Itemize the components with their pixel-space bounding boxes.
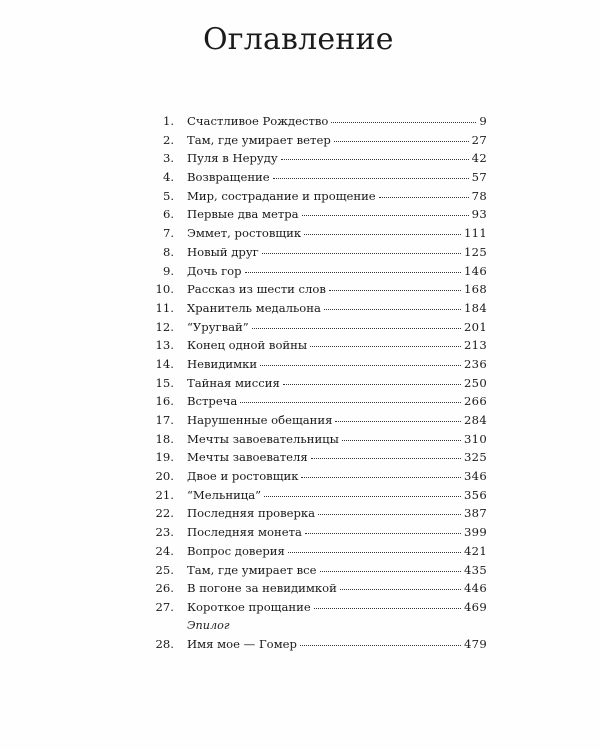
toc-entry[interactable] [0,448,600,467]
toc-entry[interactable] [0,243,600,262]
toc-entry[interactable] [0,318,600,337]
chapter-line [187,224,487,243]
toc-entry[interactable] [0,280,600,299]
chapter-number: 17. [155,413,174,427]
chapter-title: “Уругвай” [187,319,249,334]
dot-leader [281,159,469,160]
dot-leader [252,328,461,329]
chapter-line [187,430,487,449]
toc-entry[interactable] [0,392,600,411]
dot-leader [245,272,461,273]
dot-leader [329,290,461,291]
chapter-title: Первые два метра [187,207,299,222]
page-number: 125 [463,244,487,259]
chapter-line [187,467,487,486]
dot-leader [311,458,461,459]
toc-entry[interactable] [0,336,600,355]
chapter-line [187,635,487,654]
toc-entry[interactable] [0,149,600,168]
toc-entry[interactable] [0,598,600,617]
page-number: 27 [471,132,487,147]
page-number: 9 [479,114,487,128]
chapter-number: 16. [155,394,174,409]
page-number: 356 [463,487,487,502]
chapter-title: Дочь гор [187,263,242,278]
chapter-number: 19. [155,450,174,465]
chapter-line [187,131,487,150]
toc-entry[interactable] [0,523,600,542]
chapter-title: Хранитель медальона [187,300,321,315]
chapter-line [187,168,487,187]
toc-entry[interactable] [0,205,600,224]
toc-entry[interactable] [0,635,600,654]
chapter-line [187,187,487,206]
chapter-line [187,579,487,598]
page-number: 346 [463,469,487,484]
page-number: 387 [463,506,487,521]
toc-entry[interactable] [0,561,600,580]
page-title: Оглавление [203,22,394,57]
chapter-title: Последняя монета [187,525,302,540]
page-number: 284 [463,413,487,427]
chapter-number: 3. [162,151,174,166]
dot-leader [314,608,461,609]
chapter-number: 23. [155,525,174,540]
dot-leader [310,346,461,347]
dot-leader [288,552,461,553]
chapter-number: 20. [155,469,174,484]
chapter-number: 10. [155,282,174,297]
chapter-title: Счастливое Рождество [187,114,329,128]
chapter-line [187,243,487,262]
page-number: 111 [463,226,487,241]
chapter-number: 15. [155,375,174,390]
page-number: 213 [463,338,487,353]
chapter-line [187,205,487,224]
chapter-number: 27. [155,599,174,614]
chapter-title: В погоне за невидимкой [187,581,337,596]
dot-leader [335,421,461,422]
chapter-line [187,411,487,430]
chapter-number: 18. [155,431,174,446]
dot-leader [334,141,469,142]
chapter-number: 1. [162,114,174,128]
chapter-line [187,523,487,542]
page-number: 168 [463,282,487,297]
dot-leader [262,253,461,254]
chapter-title: “Мельница” [187,487,262,502]
chapter-number: 28. [155,637,174,652]
toc-entry[interactable] [0,374,600,393]
chapter-title: Рассказ из шести слов [187,282,326,297]
dot-leader [302,215,469,216]
chapter-title: Возвращение [187,170,270,185]
toc-entry[interactable] [0,355,600,374]
toc-entry[interactable] [0,224,600,243]
dot-leader [273,178,469,179]
chapter-number: 9. [162,263,174,278]
page-number: 184 [463,300,487,315]
dot-leader [305,533,461,534]
toc-entry[interactable] [0,542,600,561]
dot-leader [379,197,469,198]
page-number: 57 [471,170,487,185]
chapter-line [187,504,487,523]
page-number: 479 [463,637,487,652]
chapter-number: 26. [155,581,174,596]
toc-entry[interactable] [0,579,600,598]
page-number: 310 [463,431,487,446]
chapter-title: Эммет, ростовщик [187,226,302,241]
dot-leader [340,589,461,590]
page-number: 93 [471,207,487,222]
chapter-number: 24. [155,543,174,558]
toc-entry[interactable] [0,486,600,505]
page-number: 250 [463,375,487,390]
page-number: 469 [463,599,487,614]
chapter-title: Пуля в Неруду [187,151,278,166]
chapter-title: Мир, сострадание и прощение [187,188,376,203]
chapter-line [187,112,487,131]
dot-leader [304,234,461,235]
chapter-number: 21. [155,487,174,502]
page-number: 78 [471,188,487,203]
chapter-line [187,598,487,617]
chapter-line [187,542,487,561]
dot-leader [301,477,461,478]
page-number: 399 [463,525,487,540]
chapter-line [187,392,487,411]
toc-entry[interactable] [0,187,600,206]
chapter-line [187,355,487,374]
page-number: 446 [463,581,487,596]
page-number: 201 [463,319,487,334]
toc-entry[interactable] [0,467,600,486]
chapter-line [187,149,487,168]
chapter-number: 11. [155,300,174,315]
chapter-title: Там, где умирает ветер [187,132,331,147]
page-number: 435 [463,562,487,577]
page-number: 236 [463,356,487,371]
chapter-line [187,374,487,393]
chapter-title: Нарушенные обещания [187,413,333,427]
toc-entry[interactable] [0,430,600,449]
table-of-contents [0,112,600,654]
toc-entry[interactable] [0,168,600,187]
chapter-title: Последняя проверка [187,506,316,521]
dot-leader [283,384,461,385]
chapter-line [187,486,487,505]
dot-leader [260,365,461,366]
toc-entry[interactable] [0,299,600,318]
dot-leader [264,496,461,497]
page-number: 266 [463,394,487,409]
chapter-number: 6. [162,207,174,222]
chapter-title: Новый друг [187,244,259,259]
dot-leader [331,122,476,123]
chapter-title: Двое и ростовщик [187,469,299,484]
chapter-number: 25. [155,562,174,577]
page-number: 146 [463,263,487,278]
chapter-number: 22. [155,506,174,521]
chapter-number: 13. [155,338,174,353]
chapter-line [187,318,487,337]
chapter-number: 5. [162,188,174,203]
chapter-line [187,280,487,299]
chapter-number: 4. [162,170,174,185]
chapter-title: Встреча [187,394,238,409]
chapter-title: Там, где умирает все [187,562,317,577]
toc-entry[interactable] [0,411,600,430]
chapter-title: Мечты завоевательницы [187,431,339,446]
chapter-title: Вопрос доверия [187,543,285,558]
chapter-number: 2. [162,132,174,147]
chapter-line [187,561,487,580]
page-number: 42 [471,151,487,166]
chapter-title: Мечты завоевателя [187,450,308,465]
dot-leader [320,571,461,572]
toc-entry[interactable] [0,112,600,131]
chapter-line [187,262,487,281]
page-number: 325 [463,450,487,465]
toc-entry[interactable] [0,504,600,523]
toc-entry[interactable] [0,131,600,150]
chapter-number: 12. [155,319,174,334]
chapter-title: Короткое прощание [187,599,311,614]
chapter-title: Имя мое — Гомер [187,637,297,652]
chapter-title: Конец одной войны [187,338,308,353]
chapter-title: Тайная миссия [187,375,280,390]
dot-leader [318,514,461,515]
dot-leader [342,440,461,441]
toc-entry[interactable] [0,262,600,281]
chapter-title: Невидимки [187,356,258,371]
chapter-line [187,336,487,355]
part-heading [0,617,600,636]
epilogue-label: Эпилог [187,618,230,632]
chapter-number: 8. [162,244,174,259]
chapter-line [187,448,487,467]
page-number: 421 [463,543,487,558]
chapter-line [187,299,487,318]
chapter-number: 14. [155,356,174,371]
dot-leader [324,309,461,310]
dot-leader [240,402,461,403]
dot-leader [300,645,461,646]
chapter-number: 7. [162,226,174,241]
